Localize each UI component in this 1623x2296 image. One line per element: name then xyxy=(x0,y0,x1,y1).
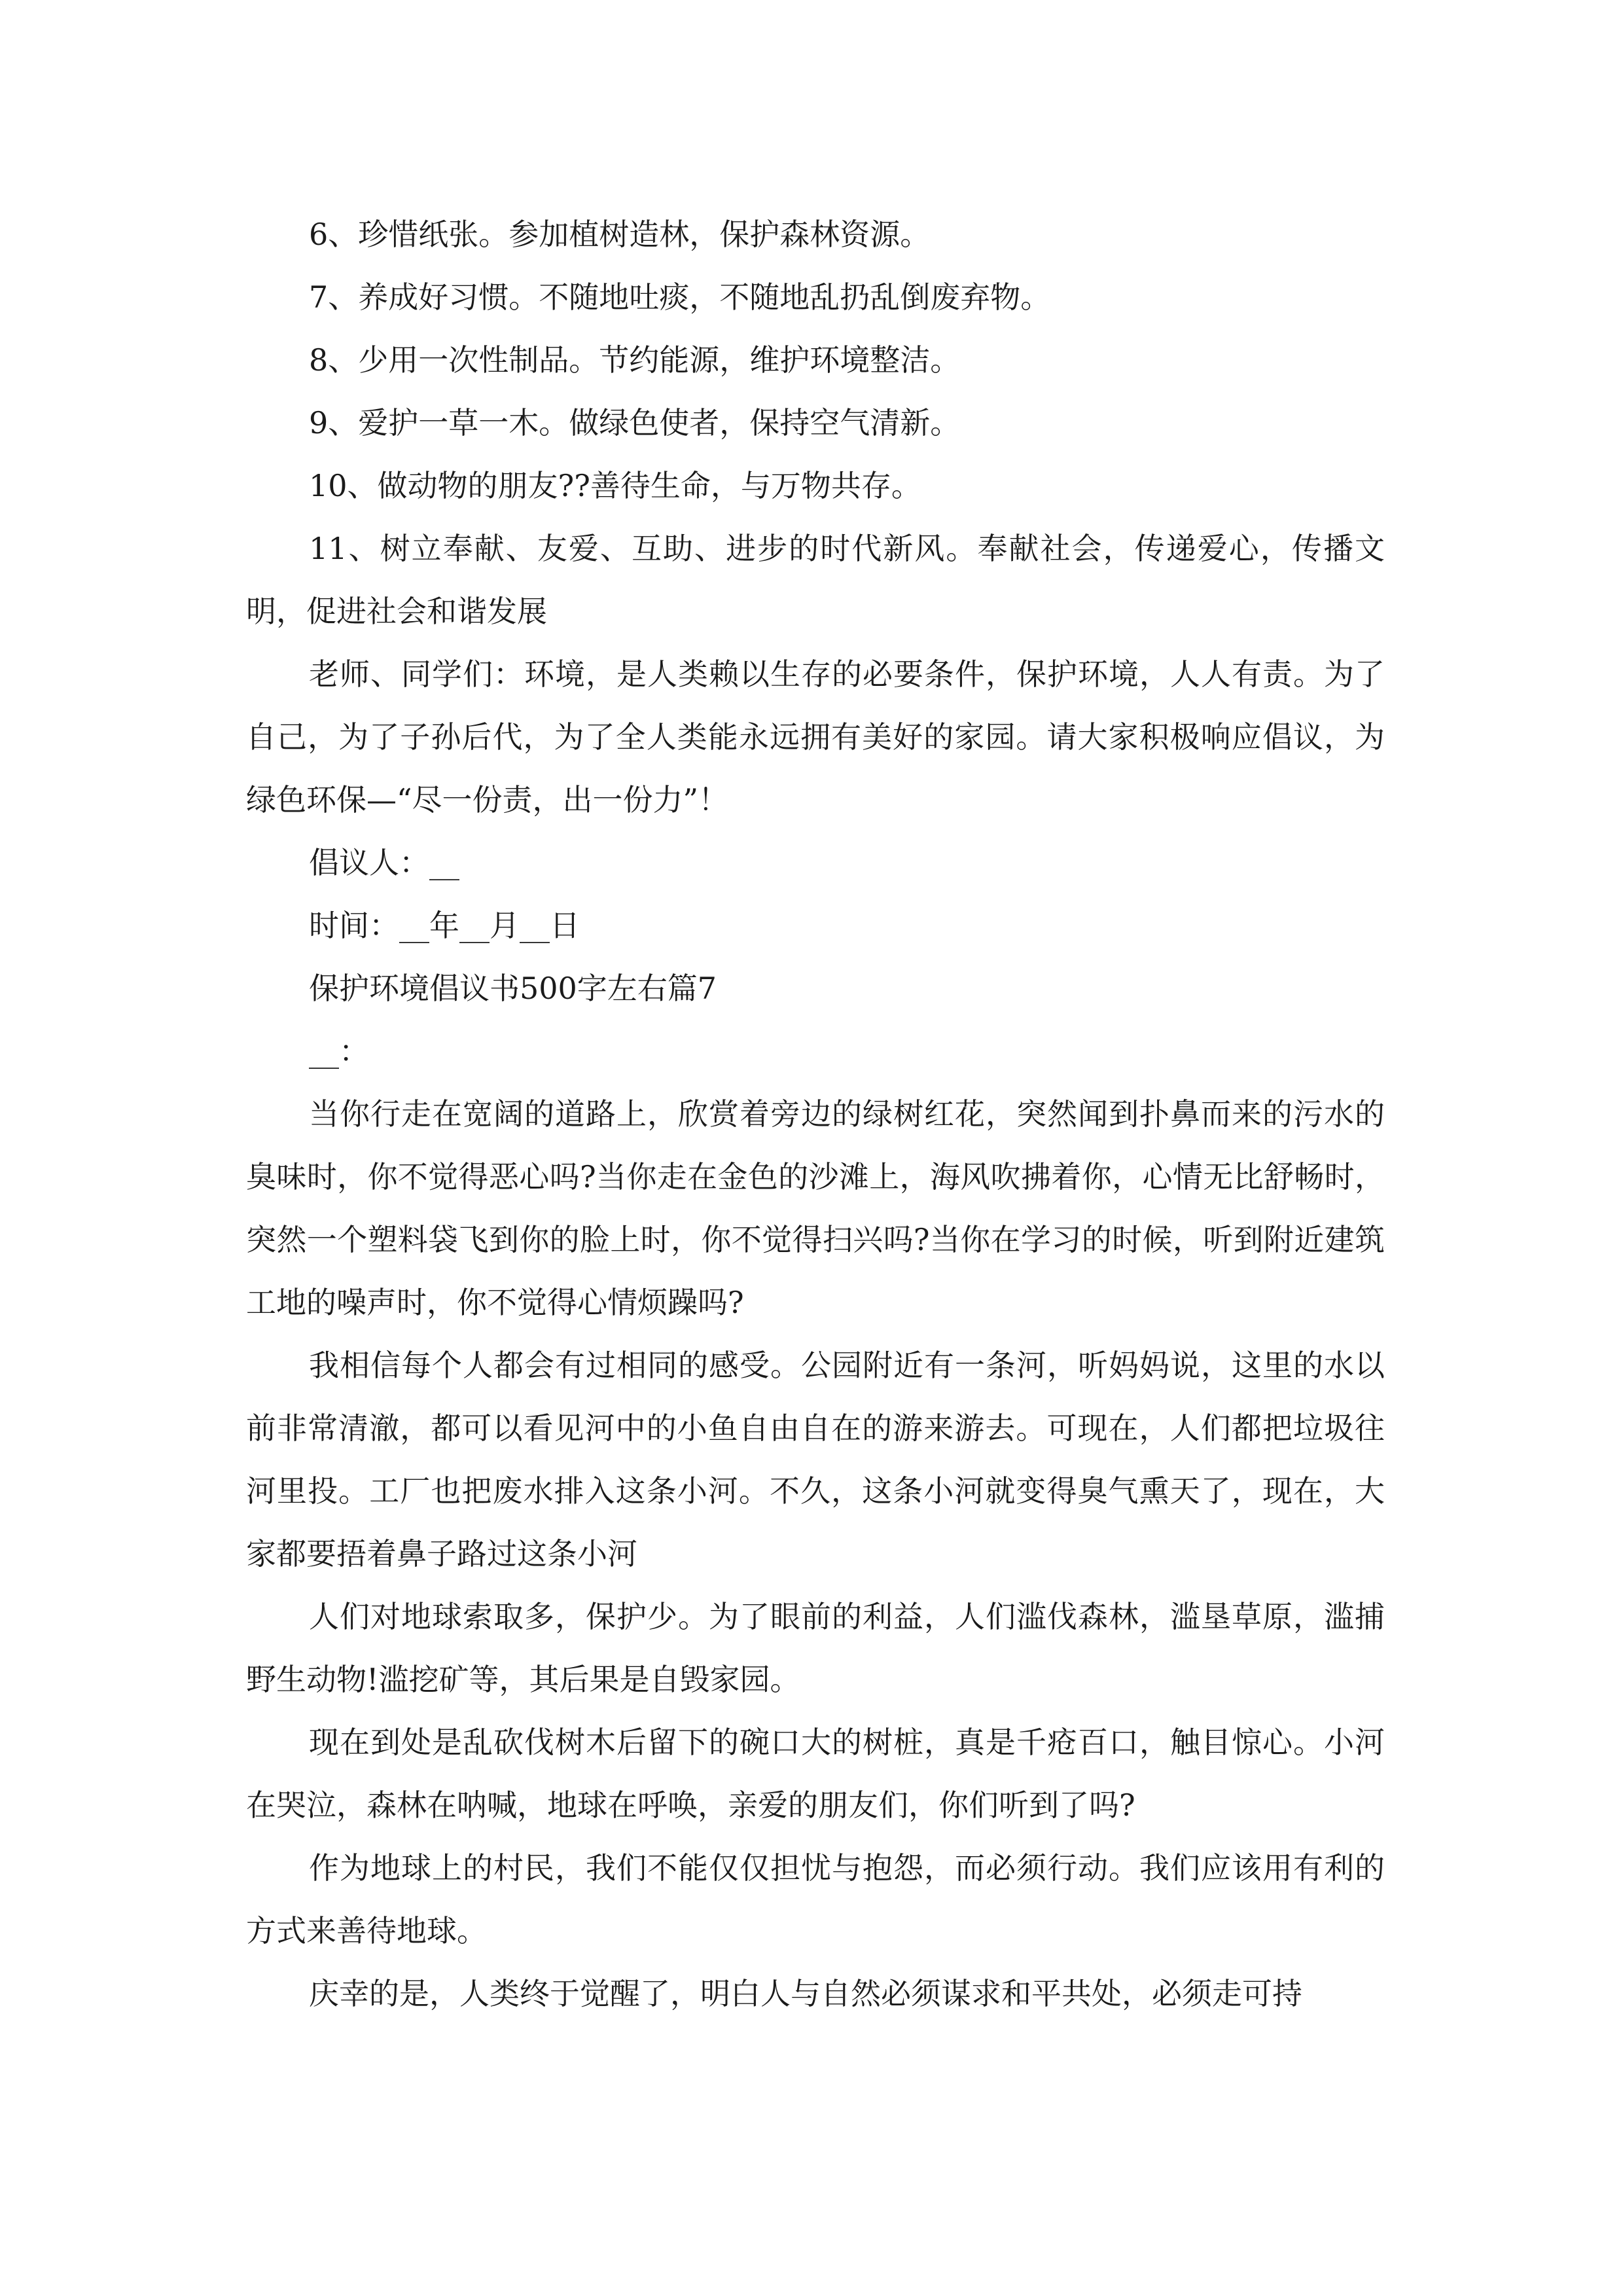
document-body xyxy=(246,203,1385,2025)
list-item-7: 7、养成好习惯。不随地吐痰，不随地乱扔乱倒废弃物。 xyxy=(309,279,1051,315)
body-paragraph-4: 现在到处是乱砍伐树木后留下的碗口大的树桩，真是千疮百口，触目惊心。小河在哭泣，森林在呐喊，地球在呼唤，亲爱的朋友们，你们听到了吗? xyxy=(246,1725,1385,1823)
date-line: 时间：__年__月__日 xyxy=(309,908,580,943)
body-paragraph-1: 当你行走在宽阔的道路上，欣赏着旁边的绿树红花，突然闻到扑鼻而来的污水的臭味时，你不觉得恶心吗?当你走在金色的沙滩上，海风吹拂着你，心情无比舒畅时，突然一个塑料袋飞到你的脸上时，你不觉得扫兴吗?当你在学习的时候，听到附近建筑工地的噪声时，你不觉得心情烦躁吗? xyxy=(246,1096,1385,1320)
body-paragraph-6: 庆幸的是，人类终于觉醒了，明白人与自然必须谋求和平共处，必须走可持 xyxy=(309,1976,1302,2011)
closing-appeal-paragraph: 老师、同学们：环境，是人类赖以生存的必要条件，保护环境，人人有责。为了自己，为了子孙后代，为了全人类能永远拥有美好的家园。请大家积极响应倡议，为绿色环保—“尽一份责，出一份力”！ xyxy=(246,656,1385,817)
list-item-9: 9、爱护一草一木。做绿色使者，保持空气清新。 xyxy=(309,405,961,440)
body-paragraph-3: 人们对地球索取多，保护少。为了眼前的利益，人们滥伐森林，滥垦草原，滥捕野生动物!滥挖矿等，其后果是自毁家园。 xyxy=(246,1599,1385,1697)
section-heading: 保护环境倡议书500字左右篇7 xyxy=(309,971,717,1006)
salutation: __： xyxy=(309,1033,369,1069)
list-item-11: 11、树立奉献、友爱、互助、进步的时代新风。奉献社会，传递爱心，传播文明，促进社会和谐发展 xyxy=(246,531,1385,629)
initiator-line: 倡议人：__ xyxy=(309,845,459,880)
body-paragraph-2: 我相信每个人都会有过相同的感受。公园附近有一条河，听妈妈说，这里的水以前非常清澈，都可以看见河中的小鱼自由自在的游来游去。可现在，人们都把垃圾往河里投。工厂也把废水排入这条小河。不久，这条小河就变得臭气熏天了，现在，大家都要捂着鼻子路过这条小河 xyxy=(246,1348,1385,1571)
body-paragraph-5: 作为地球上的村民，我们不能仅仅担忧与抱怨，而必须行动。我们应该用有利的方式来善待地球。 xyxy=(246,1850,1385,1948)
list-item-6: 6、珍惜纸张。参加植树造林，保护森林资源。 xyxy=(309,217,931,252)
list-item-8: 8、少用一次性制品。节约能源，维护环境整洁。 xyxy=(309,342,961,378)
list-item-10: 10、做动物的朋友??善待生命，与万物共存。 xyxy=(309,468,921,503)
